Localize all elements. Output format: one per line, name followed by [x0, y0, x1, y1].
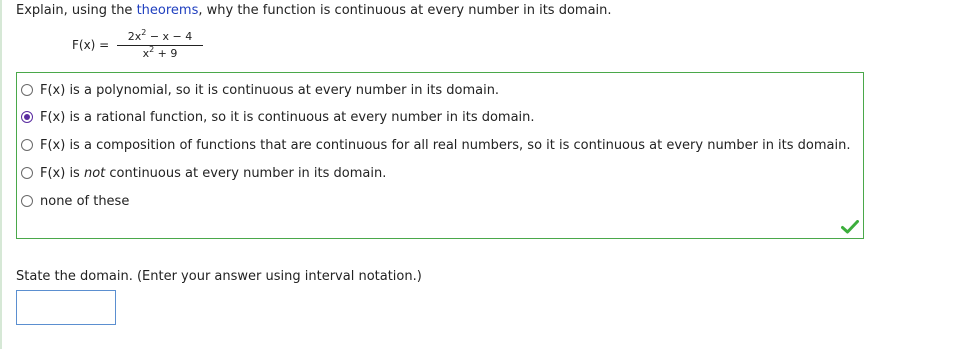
choice-label: F(x) is a polynomial, so it is continuous at every number in its domain. [40, 82, 500, 98]
radio-selected-icon[interactable] [21, 111, 33, 123]
choice-label: F(x) is not continuous at every number in its domain. [40, 165, 387, 181]
radio-button[interactable] [21, 139, 33, 151]
theorems-link[interactable]: theorems [136, 3, 199, 18]
question-prefix: Explain, using the [16, 3, 137, 18]
choice-polynomial[interactable] [21, 81, 499, 99]
radio-button[interactable] [21, 195, 33, 207]
radio-button[interactable] [21, 84, 33, 96]
choice-not-continuous[interactable] [21, 164, 386, 182]
question-suffix: , why the function is continuous at every number in its domain. [198, 3, 612, 18]
answer-choices-box [16, 72, 864, 239]
choice-rational-function[interactable] [21, 108, 535, 126]
domain-prompt: State the domain. (Enter your answer using interval notation.) [16, 269, 422, 284]
radio-button[interactable] [21, 167, 33, 179]
choice-label: F(x) is a composition of functions that are continuous for all real numbers, so it is continuous at every number in its domain. [40, 137, 851, 153]
choice-label: F(x) is a rational function, so it is continuous at every number in its domain. [40, 109, 535, 125]
question-text [16, 3, 612, 19]
domain-answer-input[interactable] [16, 290, 116, 325]
choice-composition[interactable] [21, 136, 851, 154]
formula-denominator: $x^2 + 9$ [142, 45, 178, 60]
choice-label: none of these [40, 193, 130, 209]
left-margin-rule [0, 0, 2, 349]
formula-numerator: $2x^2 - x - 4$ [127, 28, 193, 43]
fraction-bar [117, 45, 203, 46]
choice-none-of-these[interactable] [21, 192, 129, 210]
checkmark-icon [841, 220, 859, 234]
formula-lhs: F(x) = [72, 38, 110, 52]
